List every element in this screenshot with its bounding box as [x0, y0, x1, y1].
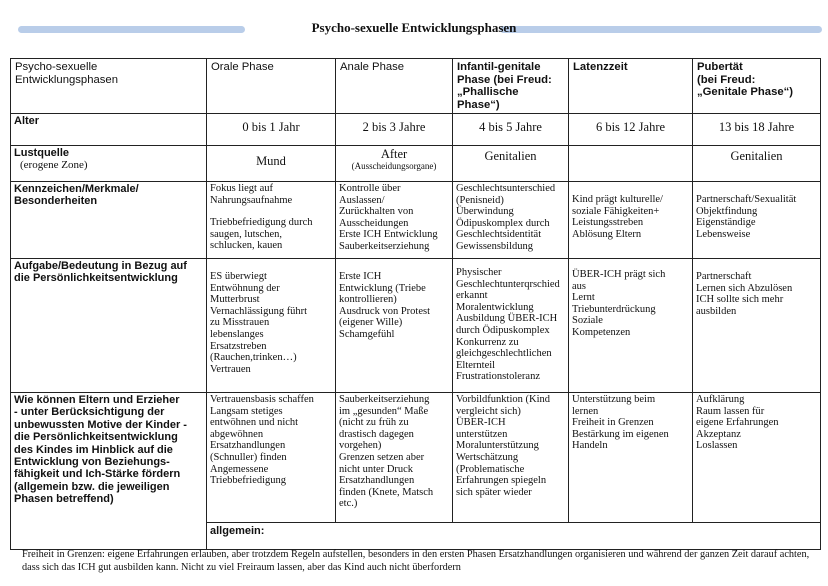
alter-anal: 2 bis 3 Jahre [336, 114, 453, 146]
phase-header-pubertaet: Pubertät (bei Freud: „Genitale Phase“) [693, 59, 821, 114]
phases-table [10, 58, 821, 550]
phase-header-oral: Orale Phase [207, 59, 336, 114]
page-title: Psycho-sexuelle Entwicklungsphasen [311, 20, 517, 35]
lustquelle-infantil: Genitalien [453, 146, 569, 182]
lustquelle-latenz [569, 146, 693, 182]
footer-note: Freiheit in Grenzen: eigene Erfahrungen erlauben, aber trotzdem Regeln aufstellen, besonders in den ersten Phasen Ersatzhandlungen organisieren und während der ganzen Zeit darauf achten, dass sich das ICH gut ausbilden kann. Nicht zu viel Freiraum lassen, aber das Kind auch nicht überfordern [22, 549, 810, 573]
eltern-pubertaet: Aufklärung Raum lassen für eigene Erfahrungen Akzeptanz Loslassen [693, 393, 821, 523]
alter-pubertaet: 13 bis 18 Jahre [693, 114, 821, 146]
row-lustquelle [11, 146, 821, 182]
kennzeichen-latenz: Kind prägt kulturelle/ soziale Fähigkeiten+ Leistungsstreben Ablösung Eltern [569, 182, 693, 259]
phase-header-anal: Anale Phase [336, 59, 453, 114]
alter-infantil: 4 bis 5 Jahre [453, 114, 569, 146]
lustquelle-pubertaet: Genitalien [693, 146, 821, 182]
phase-header-latenz: Latenzzeit [569, 59, 693, 114]
row-label-eltern: Wie können Eltern und Erzieher - unter Berücksichtigung der unbewussten Motive der Kinder - die Persönlichkeitsentwicklung des Kindes im Hinblick auf die Entwicklung von Beziehungs- fähigkeit und Ich-Stärke fördern (allgemein bzw. die jeweiligen Phasen betreffend) [11, 393, 207, 550]
aufgabe-oral: ES überwiegt Entwöhnung der Mutterbrust Vernachlässigung führt zu Misstrauen lebenslanges Ersatzstreben (Rauchen,trinken…) Vertrauen [207, 259, 336, 393]
row-label-kennzeichen: Kennzeichen/Merkmale/ Besonderheiten [11, 182, 207, 259]
row-label-alter: Alter [11, 114, 207, 146]
eltern-infantil: Vorbildfunktion (Kind vergleicht sich) ÜBER-ICH unterstützen Moralunterstützung Wertschätzung (Problematische Erfahrungen spiegeln sich später wieder [453, 393, 569, 523]
kennzeichen-anal: Kontrolle über Auslassen/ Zurückhalten von Ausscheidungen Erste ICH Entwicklung Sauberkeitserziehung [336, 182, 453, 259]
eltern-oral: Vertrauensbasis schaffen Langsam stetiges entwöhnen und nicht abgewöhnen Ersatzhandlungen (Schnuller) finden Angemessene Triebbefriedigung [207, 393, 336, 523]
alter-oral: 0 bis 1 Jahr [207, 114, 336, 146]
row-alter [11, 114, 821, 146]
allgemein-label: allgemein: [207, 523, 821, 550]
eltern-latenz: Unterstützung beim lernen Freiheit in Grenzen Bestärkung im eigenen Handeln [569, 393, 693, 523]
header-row [11, 59, 821, 114]
row-label-lustquelle: Lustquelle (erogene Zone) [11, 146, 207, 182]
aufgabe-pubertaet: Partnerschaft Lernen sich Abzulösen ICH sollte sich mehr ausbilden [693, 259, 821, 393]
row-kennzeichen [11, 182, 821, 259]
kennzeichen-pubertaet: Partnerschaft/Sexualität Objektfindung Eigenständige Lebensweise [693, 182, 821, 259]
aufgabe-infantil: Physischer Geschlechtunterqrschied erkannt Moralentwicklung Ausbildung ÜBER-ICH durch Ödipuskomplex Konkurrenz zu gleichgeschlechtlichen Elternteil Frustrationstoleranz [453, 259, 569, 393]
phase-header-infantil-genital: Infantil-genitale Phase (bei Freud: „Phallische Phase“) [453, 59, 569, 114]
row-eltern [11, 393, 821, 523]
kennzeichen-oral: Fokus liegt auf Nahrungsaufnahme Triebbefriedigung durch saugen, lutschen, schlucken, kauen [207, 182, 336, 259]
aufgabe-anal: Erste ICH Entwicklung (Triebe kontrollieren) Ausdruck von Protest (eigener Wille) Schamgefühl [336, 259, 453, 393]
corner-header: Psycho-sexuelle Entwicklungsphasen [11, 59, 207, 114]
eltern-anal: Sauberkeitserziehung im „gesunden“ Maße (nicht zu früh zu drastisch dagegen vorgehen) Grenzen setzen aber nicht unter Druck Ersatzhandlungen finden (Knete, Matsch etc.) [336, 393, 453, 523]
lustquelle-anal: After (Ausscheidungsorgane) [336, 146, 453, 182]
alter-latenz: 6 bis 12 Jahre [569, 114, 693, 146]
aufgabe-latenz: ÜBER-ICH prägt sich aus Lernt Triebunterdrückung Soziale Kompetenzen [569, 259, 693, 393]
row-label-aufgabe: Aufgabe/Bedeutung in Bezug auf die Persönlichkeitsentwicklung [11, 259, 207, 393]
kennzeichen-infantil: Geschlechtsunterschied (Penisneid) Überwindung Ödipuskomplex durch Geschlechtsidentität Gewissensbildung [453, 182, 569, 259]
lustquelle-oral: Mund [207, 146, 336, 182]
row-aufgabe [11, 259, 821, 393]
